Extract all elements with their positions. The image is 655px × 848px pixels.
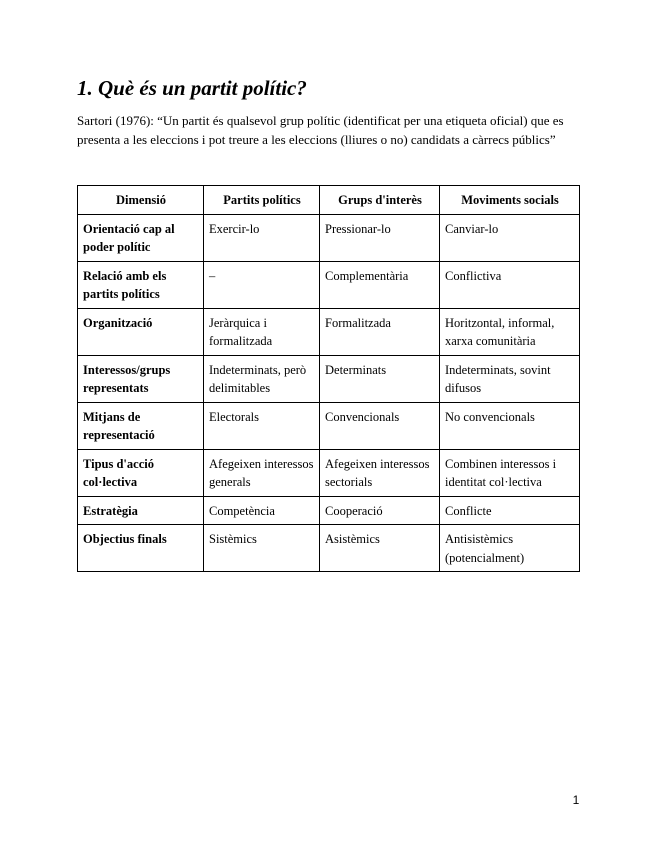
table-cell: Afegeixen interessos sectorials (320, 449, 440, 496)
table-row (78, 214, 580, 261)
table-cell: Canviar-lo (440, 214, 580, 261)
table-cell: – (204, 261, 320, 308)
table-row (78, 525, 580, 572)
table-cell: Competència (204, 496, 320, 525)
table-cell: Jeràrquica i formalitzada (204, 308, 320, 355)
row-dimension: Relació amb els partits polítics (78, 261, 204, 308)
page-number: 1 (572, 793, 580, 807)
table-header-row (78, 186, 580, 215)
table-cell: Indeterminats, sovint difusos (440, 355, 580, 402)
table-cell: Horitzontal, informal, xarxa comunitària (440, 308, 580, 355)
table-cell: Antisistèmics (potencialment) (440, 525, 580, 572)
table-cell: Complementària (320, 261, 440, 308)
intro-paragraph: Sartori (1976): “Un partit és qualsevol grup polític (identificat per una etiqueta oficial) que es presenta a les eleccions i pot treure a les eleccions (lliures o no) candidats a càrrecs públics” (77, 113, 564, 147)
table-row (78, 496, 580, 525)
row-dimension: Organització (78, 308, 204, 355)
table-cell: Cooperació (320, 496, 440, 525)
table-row (78, 449, 580, 496)
header-moviments: Moviments socials (440, 186, 580, 215)
comparison-table (77, 185, 580, 572)
row-dimension: Objectius finals (78, 525, 204, 572)
table-cell: No convencionals (440, 402, 580, 449)
row-dimension: Estratègia (78, 496, 204, 525)
table-cell: Afegeixen interessos generals (204, 449, 320, 496)
table-cell: Indeterminats, però delimitables (204, 355, 320, 402)
table-cell: Conflicte (440, 496, 580, 525)
table-row (78, 308, 580, 355)
section-heading: 1. Què és un partit polític? (77, 76, 307, 100)
table-row (78, 355, 580, 402)
header-partits: Partits polítics (204, 186, 320, 215)
table-row (78, 402, 580, 449)
table-cell: Asistèmics (320, 525, 440, 572)
table-cell: Electorals (204, 402, 320, 449)
table-cell: Convencionals (320, 402, 440, 449)
table-cell: Sistèmics (204, 525, 320, 572)
table-cell: Formalitzada (320, 308, 440, 355)
row-dimension: Tipus d'acció col·lectiva (78, 449, 204, 496)
table-row (78, 261, 580, 308)
header-dimensio: Dimensió (78, 186, 204, 215)
row-dimension: Orientació cap al poder polític (78, 214, 204, 261)
row-dimension: Mitjans de representació (78, 402, 204, 449)
table-cell: Exercir-lo (204, 214, 320, 261)
table-cell: Conflictiva (440, 261, 580, 308)
table-cell: Pressionar-lo (320, 214, 440, 261)
row-dimension: Interessos/grups representats (78, 355, 204, 402)
header-grups: Grups d'interès (320, 186, 440, 215)
table-cell: Combinen interessos i identitat col·lectiva (440, 449, 580, 496)
table-cell: Determinats (320, 355, 440, 402)
